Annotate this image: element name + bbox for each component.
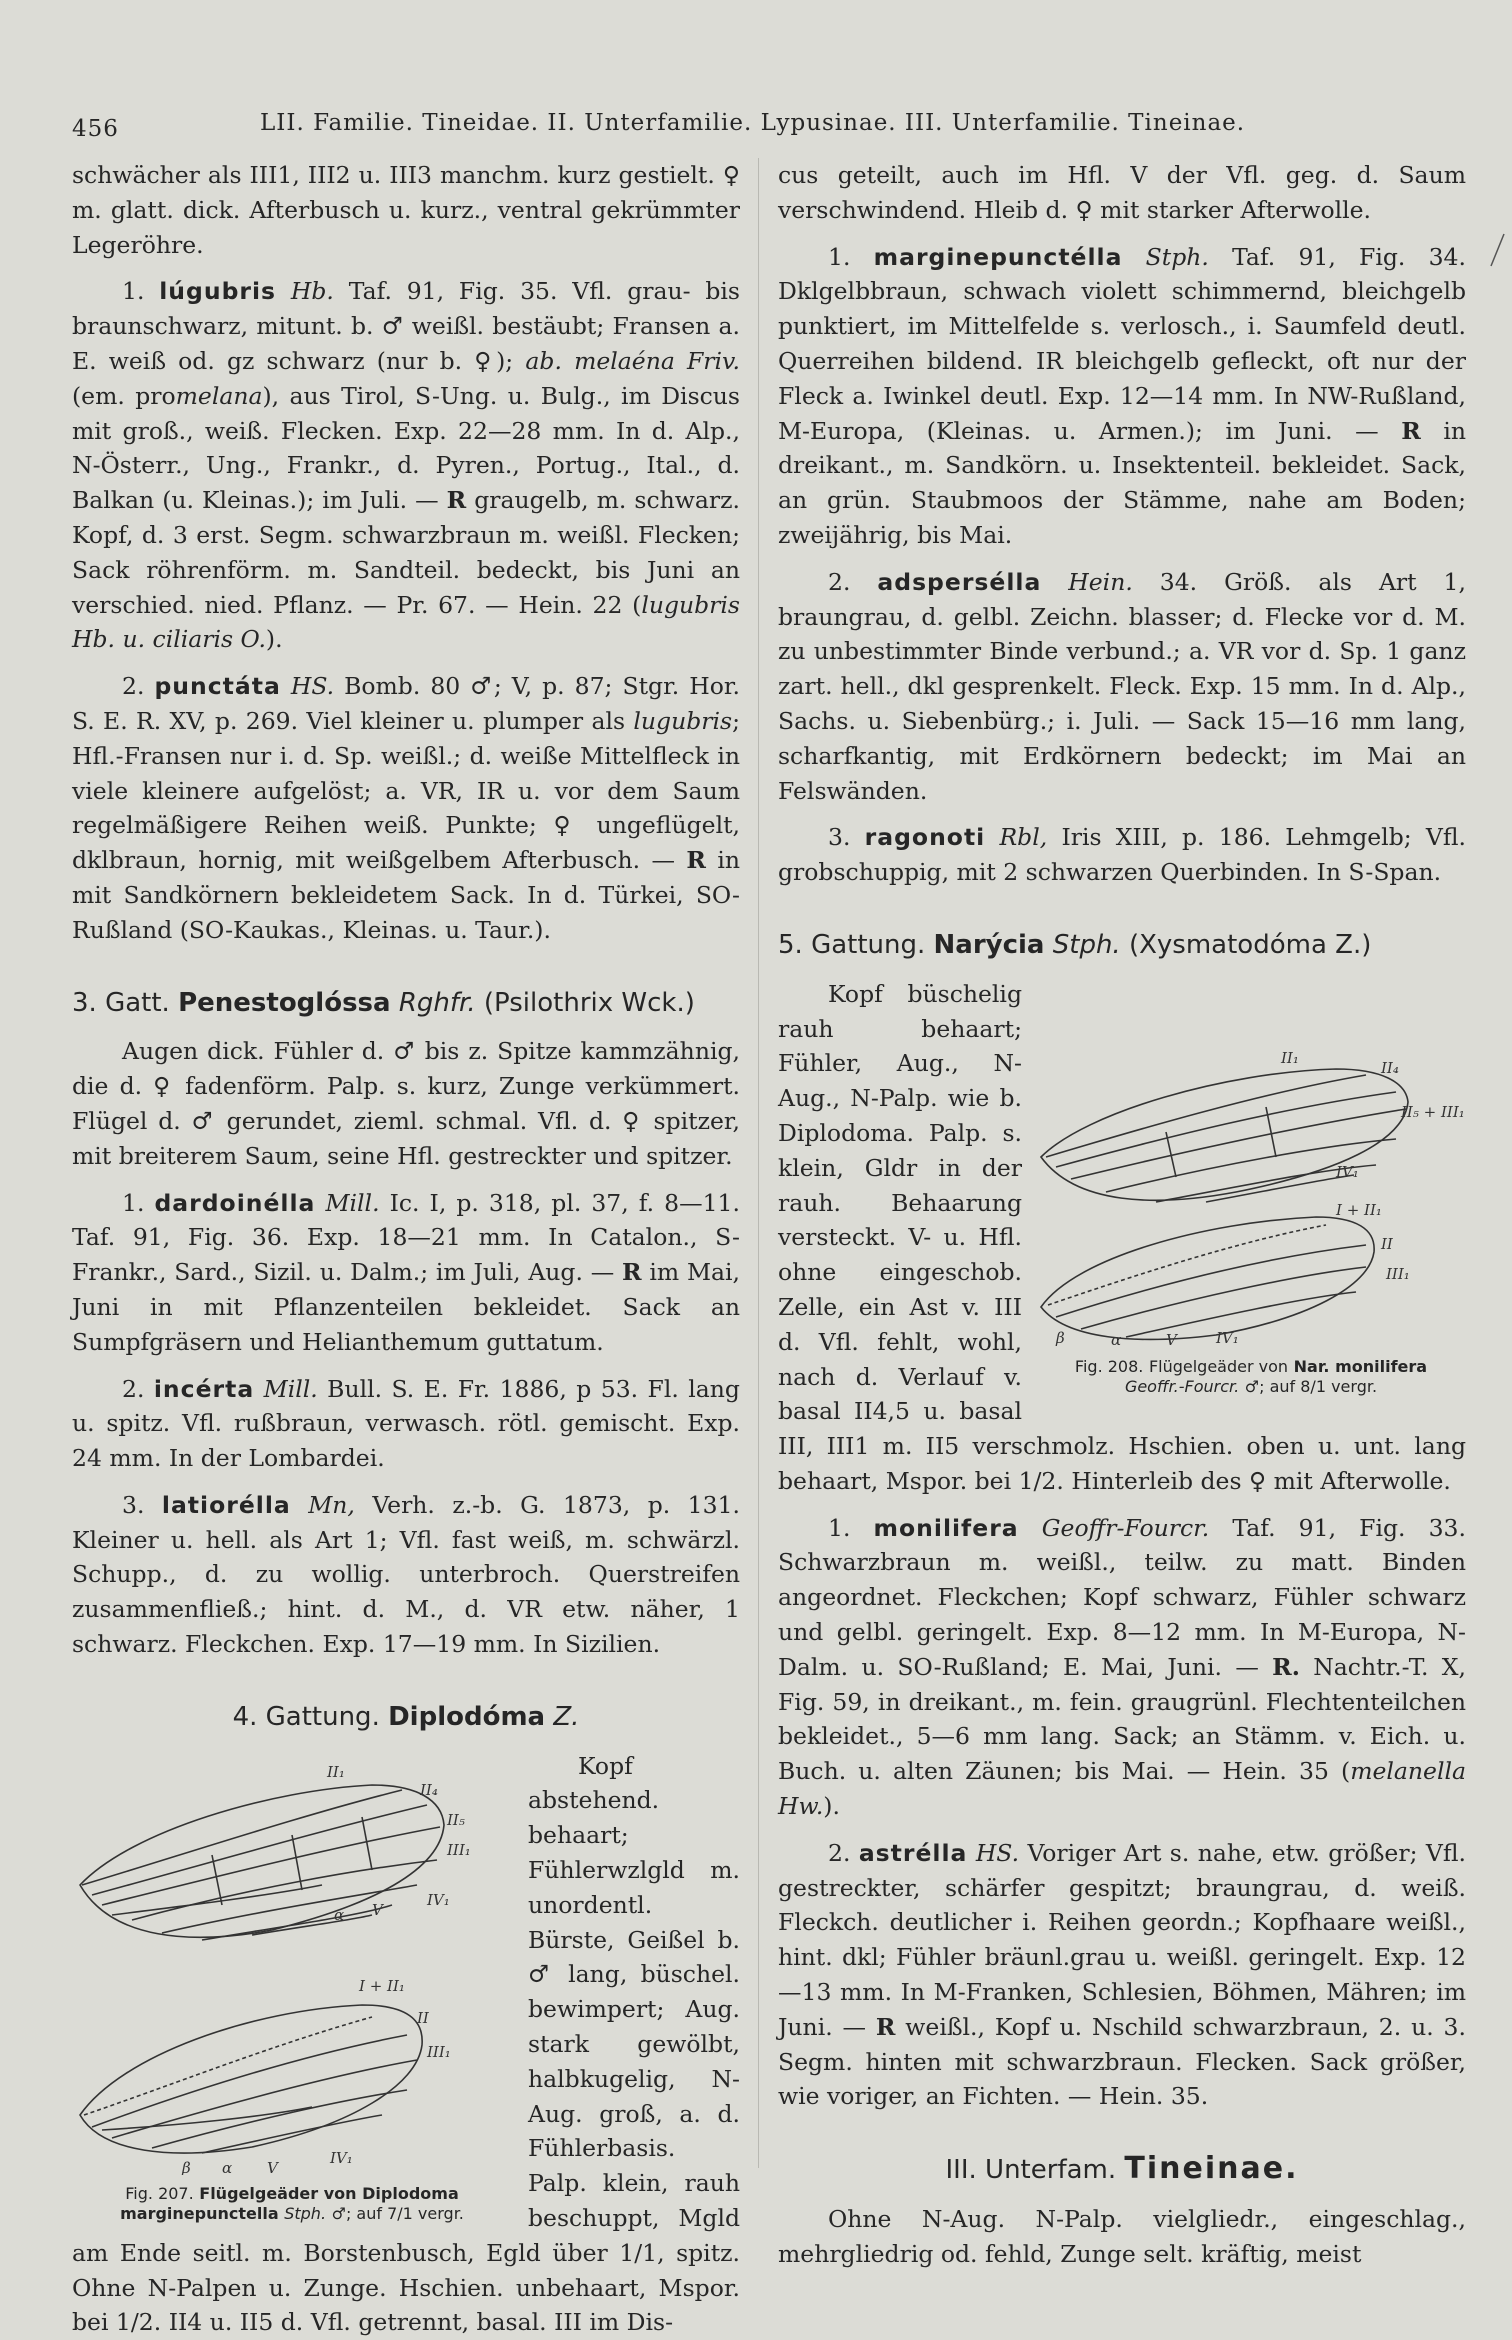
entry-marginepunctella: 1. marginepunctélla Stph. Taf. 91, Fig. 34. Dklgelbbraun, schwach violett schimmernd, bleichgelb punktiert, im Mittelfelde s. verlosch., i. Saumfeld deutl. Querreihen bildend. IR bleichgelb gefleckt, oft nur der Fleck a. Iwinkel deutl. Exp. 12—14 mm. In NW-Rußland, M-Europa, (Kleinas. u. Armen.); im Juni. — R in dreikant., m. Sandkörn. u. Insektenteil. bekleidet. Sack, an grün. Staubmoos der Stämme, nahe am Boden; zweijährig, bis Mai. [778, 242, 1466, 549]
svg-text:V: V [267, 2158, 278, 2175]
genus-heading-narycia: 5. Gattung. Narýcia Stph. (Xysmatodóma Z.) [778, 929, 1372, 960]
svg-text:II₁: II₁ [327, 1762, 345, 1781]
running-head: LII. Familie. Tineidae. II. Unterfamilie. Lypusinae. III. Unterfamilie. Tineinae. [260, 110, 1246, 136]
genus-description: Kopf büschelig rauh behaart; Fühler, Aug., N-Aug., N-Palp. wie b. Diplodoma. Palp. s. klein, Gldr in der rauh. Behaarung versteckt. V- u. Hfl. ohne eingeschob. Zelle, ein Ast v. III d. Vfl. fehlt, wohl, nach d. Verlauf v. basal II4,5 u. basal III, III1 m. II5 verschmolz. Hschien. oben u. unt. lang behaart, Mspor. bei 1/2. Hinterleib des ♀ mit Afterwolle. [778, 979, 1466, 1495]
figure-208 [1036, 1047, 1466, 1397]
entry-adspersella: 2. adspersélla Hein. 34. Größ. als Art 1, braungrau, d. gelbl. Zeichn. blasser; d. Flecke vor d. M. zu unbestimmter Binde verbund.; a. VR vor d. Sp. 1 ganz zart. hell., dkl gesprenkelt. Fleck. Exp. 15 mm. In d. Alp., Sachs. u. Siebenbürg.; i. Juli. — Sack 15—16 mm lang, scharfkantig, mit Erdkörnern bedeckt; im Mai an Felswänden. [778, 567, 1466, 805]
entry-incerta: 2. incérta Mill. Bull. S. E. Fr. 1886, p 53. Fl. lang u. spitz. Vfl. rußbraun, verwasch. rötl. gemischt. Exp. 24 mm. In der Lombardei. [72, 1374, 740, 1473]
species-name: punctáta [154, 672, 281, 701]
left-column [72, 158, 740, 2340]
svg-text:α: α [222, 2158, 233, 2175]
wing-venation-diagram [72, 1755, 512, 2175]
svg-text:α: α [334, 1905, 345, 1924]
svg-text:III₁: III₁ [1386, 1264, 1410, 1283]
species-name: latiorélla [161, 1490, 291, 1519]
entry-latiorella: 3. latiorélla Mn, Verh. z.-b. G. 1873, p. 131. Kleiner u. hell. als Art 1; Vfl. fast weiß, m. schwärzl. Schupp., d. zu wollig. unterbroch. Querstreifen zusammenfließ.; hint. d. M., d. VR etw. näher, 1 schwarz. Fleckchen. Exp. 17—19 mm. In Sizilien. [72, 1490, 740, 1659]
entry-dardoinella: 1. dardoinélla Mill. Ic. I, p. 318, pl. 37, f. 8—11. Taf. 91, Fig. 36. Exp. 18—21 mm. In Catalon., S-Frankr., Sard., Sizil. u. Dalm.; im Juli, Aug. — R im Mai, Juni in mit Pflanzenteilen bekleidet. Sack an Sumpfgräsern und Helianthemum guttatum. [72, 1188, 740, 1356]
svg-text:III₁: III₁ [447, 1840, 471, 1859]
svg-text:II₄: II₄ [1381, 1058, 1399, 1077]
svg-text:II₅ + III₁: II₅ + III₁ [1401, 1102, 1465, 1121]
entry-punctata: 2. punctáta HS. Bomb. 80 ♂; V, p. 87; Stgr. Hor. S. E. R. XV, p. 269. Viel kleiner u. plumper als lugubris; Hfl.-Fransen nur i. d. Sp. weißl.; d. weiße Mittelfleck in viele kleinere aufgelöst; a. VR, IR u. vor dem Saum regelmäßigere Reihen weiß. Punkte; ♀ ungeflügelt, dklbraun, hornig, mit weißgelbem Afterbusch. — R in mit Sandkörnern bekleidetem Sack. In d. Türkei, SO-Rußland (SO-Kaukas., Kleinas. u. Taur.). [72, 672, 740, 944]
species-name: marginepunctélla [873, 242, 1123, 271]
svg-text:IV₁: IV₁ [330, 2148, 353, 2167]
subfamily-description: Ohne N-Aug. N-Palp. vielgliedr., eingeschlag., mehrgliedrig od. fehld, Zunge selt. kräftig, meist [778, 2205, 1466, 2268]
right-column [778, 158, 1466, 2272]
paragraph-continued: cus geteilt, auch im Hfl. V der Vfl. geg. d. Saum verschwindend. Hleib d. ♀ mit starker Afterwolle. [778, 161, 1466, 224]
page-number: 456 [72, 116, 119, 142]
genus-heading-diplodoma: 4. Gattung. Diplodóma Z. [232, 1701, 580, 1732]
svg-text:II₄: II₄ [420, 1780, 438, 1799]
page-header [72, 110, 1472, 150]
svg-text:II₁: II₁ [1281, 1048, 1299, 1067]
svg-text:II: II [417, 2008, 429, 2027]
svg-text:V: V [1166, 1330, 1177, 1347]
svg-text:II₅: II₅ [447, 1810, 465, 1829]
entry-astrella: 2. astrélla HS. Voriger Art s. nahe, etw. größer; Vfl. gestreckter, schärfer gespitzt; braungrau, d. weiß. Fleckch. deutlicher i. Reihen geordn.; Kopfhaare weißl., hint. dkl; Fühler bräunl.grau u. weißl. geringelt. Exp. 12—13 mm. In M-Franken, Schlesien, Böhmen, Mähren; im Juni. — R weißl., Kopf u. Nschild schwarzbraun, 2. u. 3. Segm. hinten mit schwarzbraun. Flecken. Sack größer, wie voriger, an Fichten. — Hein. 35. [778, 1838, 1466, 2111]
svg-text:IV₁: IV₁ [1216, 1328, 1239, 1347]
svg-text:β: β [1056, 1328, 1065, 1347]
species-name: dardoinélla [154, 1188, 316, 1217]
species-name: lúgubris [159, 277, 277, 306]
svg-text:IV₁: IV₁ [427, 1890, 450, 1909]
species-name: monilifera [873, 1513, 1019, 1542]
species-name: astrélla [858, 1838, 968, 1867]
svg-text:IV₁: IV₁ [1336, 1162, 1359, 1181]
genus-description: Augen dick. Fühler d. ♂ bis z. Spitze kammzähnig, die d. ♀ fadenförm. Palp. s. kurz, Zunge verkümmert. Flügel d. ♂ gerundet, zieml. schmal. Vfl. d. ♀ spitzer, mit breiterem Saum, seine Hfl. gestreckter und spitzer. [72, 1037, 740, 1170]
svg-text:II: II [1381, 1234, 1393, 1253]
svg-text:III₁: III₁ [427, 2042, 451, 2061]
paragraph-intro: schwächer als III1, III2 u. III3 manchm. kurz gestielt. ♀ m. glatt. dick. Afterbusch u. kurz., ventral gekrümmter Legeröhre. [72, 161, 740, 259]
species-name: adspersélla [877, 567, 1042, 596]
column-divider [758, 158, 759, 2168]
entry-lugubris: 1. lúgubris Hb. Taf. 91, Fig. 35. Vfl. grau- bis braunschwarz, mitunt. b. ♂ weißl. bestäubt; Fransen a. E. weiß od. gz schwarz (nur b. ♀); ab. melaéna Friv. (em. promelana), aus Tirol, S-Ung. u. Bulg., im Discus mit groß., weiß. Flecken. Exp. 22—28 mm. In d. Alp., N-Österr., Ung., Frankr., d. Pyren., Portug., Ital., d. Balkan (u. Kleinas.); im Juli. — R graugelb, m. schwarz. Kopf, d. 3 erst. Segm. schwarzbraun m. weißl. Flecken; Sack röhrenförm. m. Sandteil. bedeckt, bis Juni an verschied. nied. Pflanz. — Pr. 67. — Hein. 22 (lugubris Hb. u. ciliaris O.). [72, 277, 740, 654]
species-name: incérta [153, 1374, 255, 1403]
svg-text:I + II₁: I + II₁ [1336, 1200, 1382, 1219]
figure-207 [72, 1755, 512, 2225]
genus-heading-penestoglossa: 3. Gatt. Penestoglóssa Rghfr. (Psilothrix Wck.) [72, 987, 695, 1018]
subfamily-heading-tineinae: III. Unterfam. Tineinae. [945, 2151, 1299, 2187]
figure-caption: Fig. 207. Flügelgeäder von Diplodoma marginepunctella Stph. ♂; auf 7/1 vergr. [120, 2184, 464, 2224]
figure-caption: Fig. 208. Flügelgeäder von Nar. monilifera Geoffr.-Fourcr. ♂; auf 8/1 vergr. [1074, 1356, 1428, 1396]
entry-ragonoti: 3. ragonoti Rbl, Iris XIII, p. 186. Lehmgelb; Vfl. grobschuppig, mit 2 schwarzen Querbinden. In S-Span. [778, 823, 1466, 887]
svg-text:V: V [372, 1900, 383, 1919]
svg-text:β: β [182, 2158, 191, 2175]
genus-description: Kopf abstehend. behaart; Fühlerwzlgld m. unordentl. Bürste, Geißel b. ♂ lang, büschel. bewimpert; Aug. stark gewölbt, halbkugelig, N-Aug. groß, a. d. Fühlerbasis. Palp. klein, rauh beschuppt, Mgld am Ende seitl. m. Borstenbusch, Egld über 1/1, spitz. Ohne N-Palpen u. Zunge. Hschien. unbehaart, Mspor. bei 1/2. II4 u. II5 d. Vfl. getrennt, basal. III im Dis- [72, 1751, 740, 2337]
species-name: ragonoti [864, 823, 986, 852]
svg-text:I + II₁: I + II₁ [359, 1976, 405, 1995]
wing-venation-diagram [1036, 1047, 1466, 1347]
entry-monilifera: 1. monilifera Geoffr-Fourcr. Taf. 91, Fig. 33. Schwarzbraun m. weißl., teilw. zu matt. Binden angeordnet. Fleckchen; Kopf schwarz, Fühler schwarz und gelbl. geringelt. Exp. 8—12 mm. In M-Europa, N-Dalm. u. SO-Rußland; E. Mai, Juni. — R. Nachtr.-T. X, Fig. 59, in dreikant., m. fein. graugrünl. Flechtenteilchen bekleidet., 5—6 mm lang. Sack; an Stämm. v. Eich. u. Buch. u. alten Zäunen; bis Mai. — Hein. 35 (melanella Hw.). [778, 1513, 1466, 1821]
svg-text:α: α [1111, 1330, 1122, 1347]
margin-pencil-mark [1488, 232, 1508, 268]
